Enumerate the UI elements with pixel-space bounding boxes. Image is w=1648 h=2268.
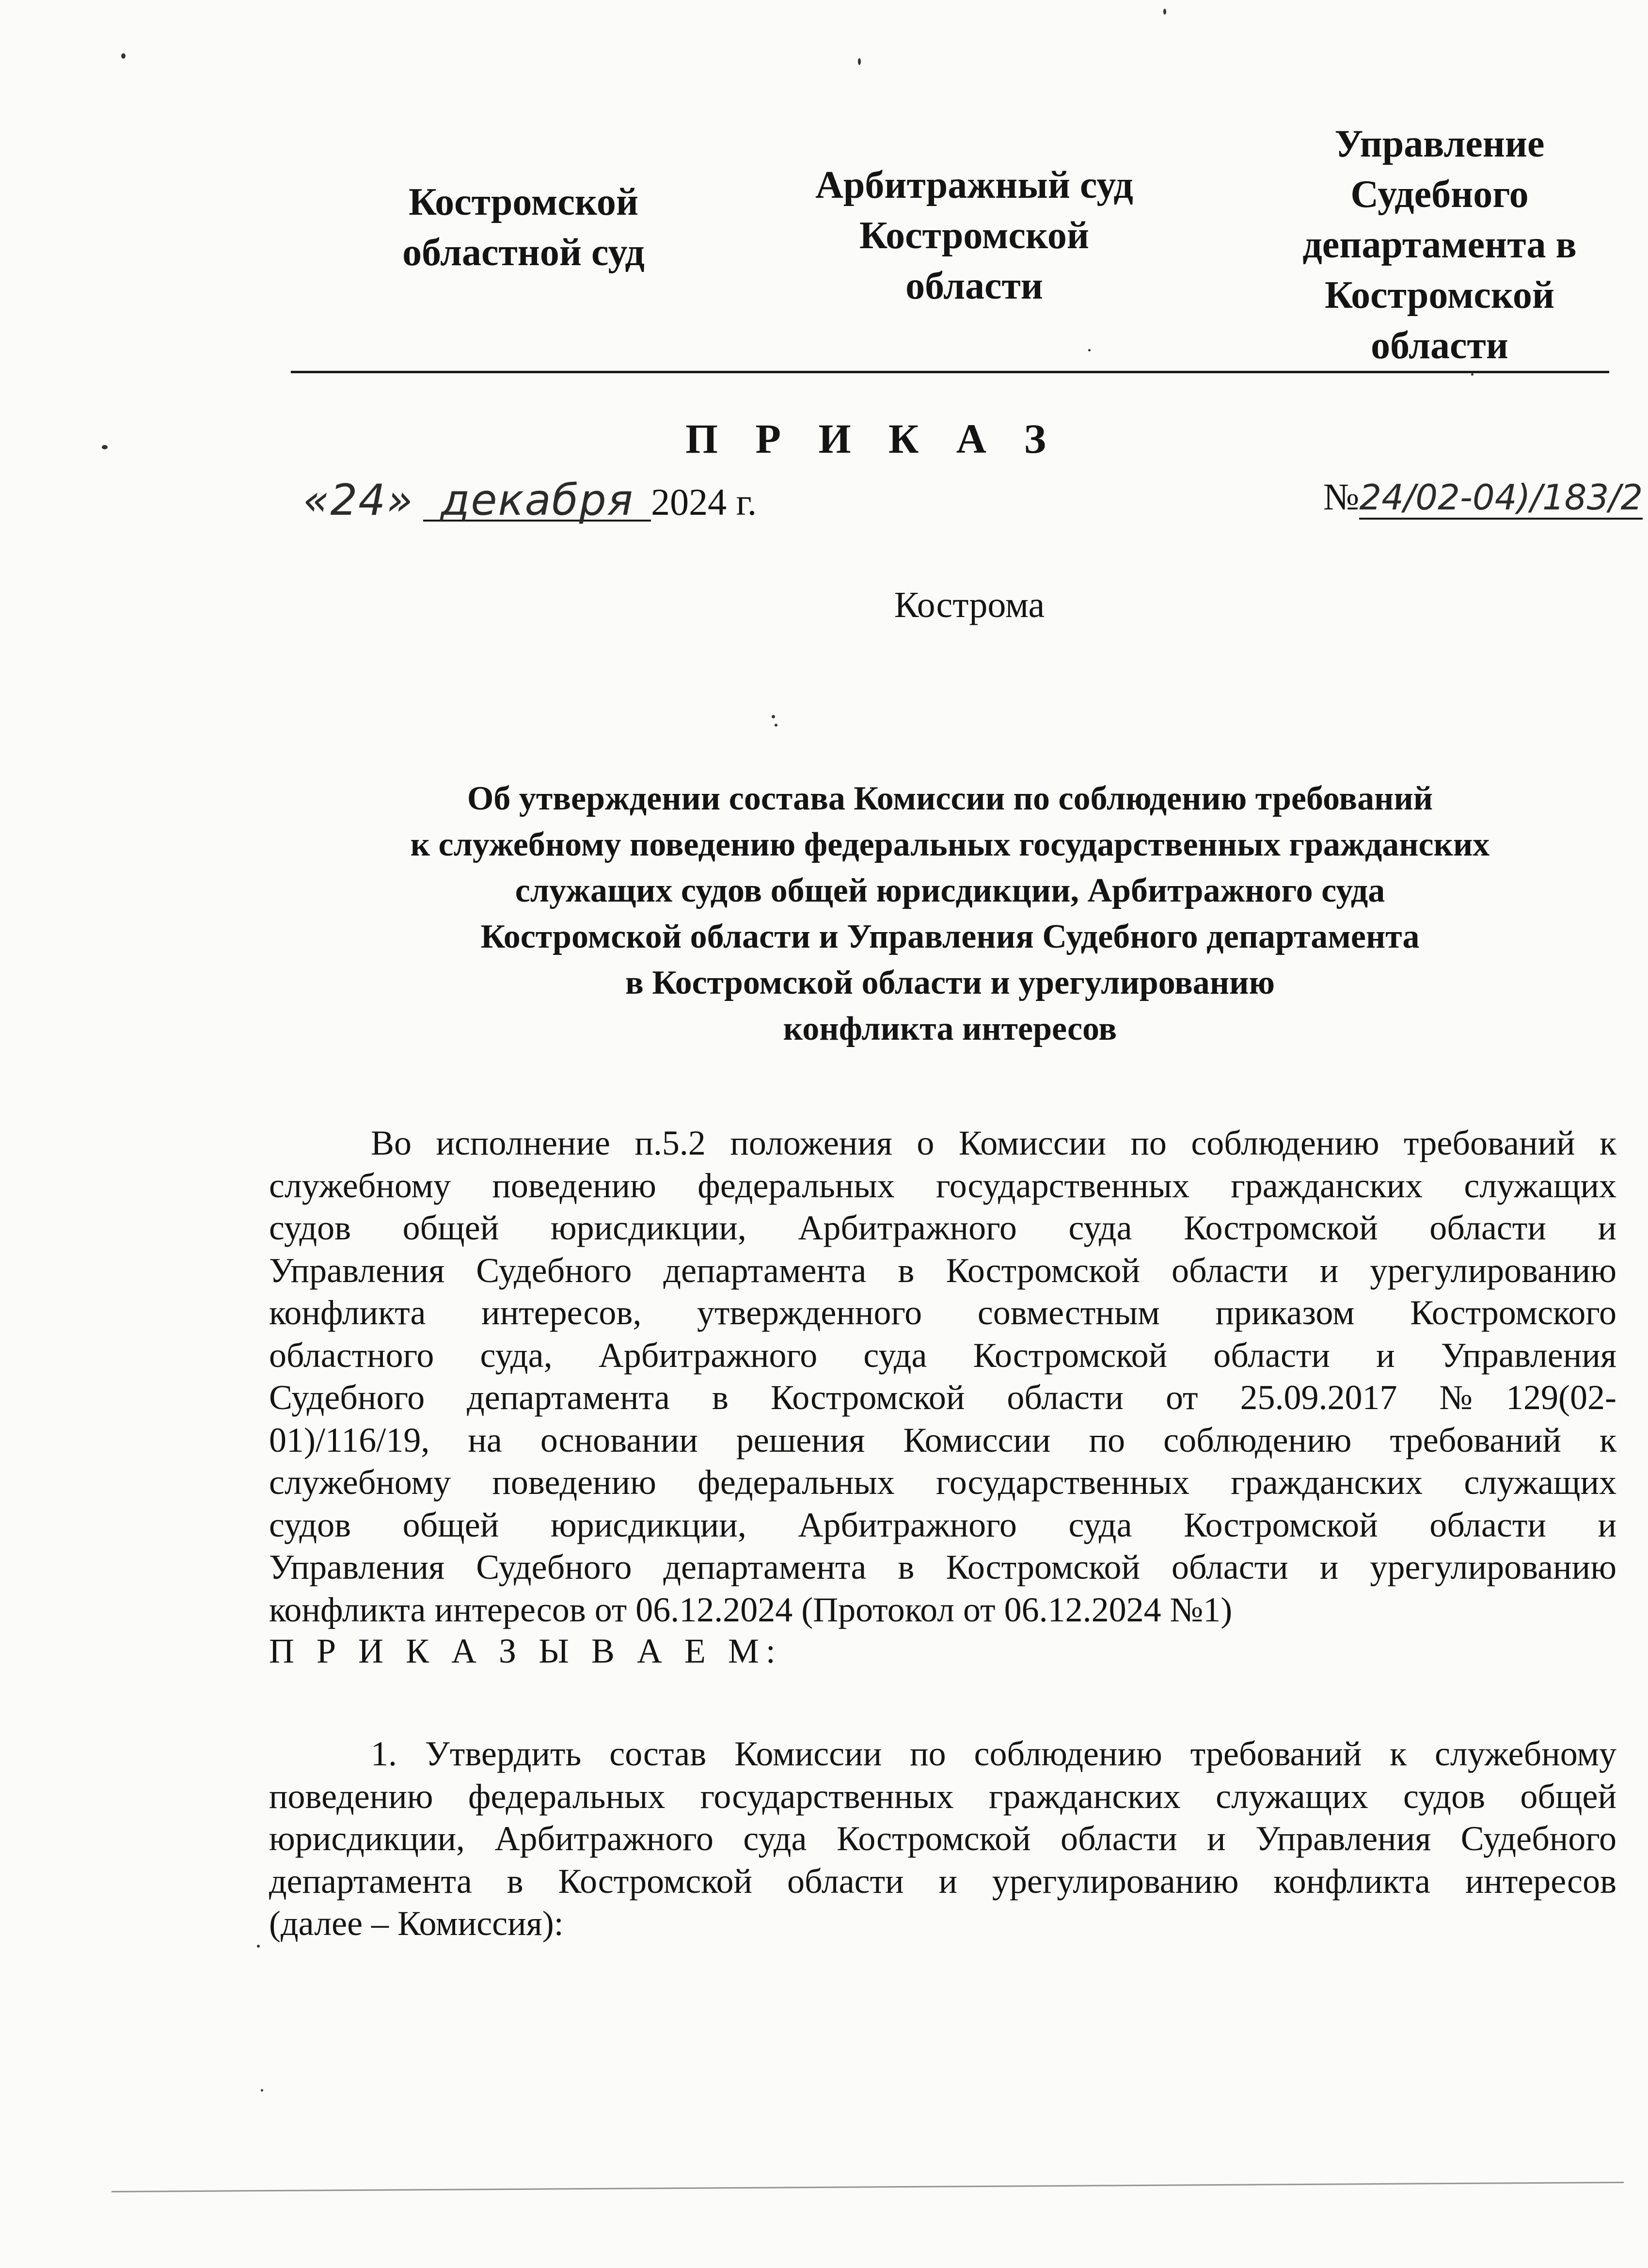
scan-speck [772, 715, 775, 718]
date-month: декабря [423, 481, 651, 522]
scan-speck [1471, 373, 1474, 376]
paragraph-line: областного суда, Арбитражного суда Костромской области и Управления [269, 1335, 1616, 1375]
issuer-line: области [905, 265, 1043, 307]
issuer-line: Судебного [1350, 173, 1529, 216]
scan-speck [775, 724, 777, 727]
issuer-line: областной суд [402, 231, 645, 274]
paragraph-line: 1. Утвердить состав Комиссии по соблюдению требований к служебному [371, 1734, 1616, 1773]
scan-speck [1163, 9, 1166, 15]
order-item-1 [269, 1733, 1616, 1945]
subject-line: служащих судов общей юрисдикции, Арбитражного суда [515, 872, 1385, 909]
header-divider [291, 371, 1609, 373]
number-prefix: № [1323, 476, 1360, 518]
number-value: 24/02-04)/183/2 [1359, 477, 1643, 520]
subject-line: конфликта интересов [783, 1010, 1117, 1047]
issuer-line: департамента в [1302, 223, 1577, 266]
date-day: 24 [330, 475, 387, 525]
issuer-line: области [1371, 324, 1508, 367]
date-year: 2024 г. [651, 481, 757, 523]
scan-speck [102, 445, 108, 449]
document-type-title: П Р И К А З [685, 415, 1060, 462]
paragraph-line: Судебного департамента в Костромской области от 25.09.2017 №129(02- [269, 1378, 1616, 1417]
paragraph-line: служебному поведению федеральных государственных гражданских служащих [269, 1463, 1616, 1502]
issuer-arbitration-court [776, 160, 1173, 311]
issuer-line: Костромской [859, 214, 1089, 257]
paragraph-line: департамента в Костромской области и урегулированию конфликта интересов [269, 1861, 1616, 1901]
scan-speck [1088, 349, 1091, 351]
scan-speck [257, 1945, 260, 1948]
issue-city: Кострома [894, 585, 1045, 625]
paragraph-line: юрисдикции, Арбитражного суда Костромской области и Управления Судебного [269, 1819, 1616, 1858]
paragraph-line: Во исполнение п.5.2 положения о Комиссии по соблюдению требований к [371, 1124, 1616, 1162]
issuer-line: Управление [1334, 123, 1545, 165]
scan-speck [121, 53, 126, 59]
subject-line: в Костромской области и урегулированию [625, 964, 1275, 1001]
scan-speck [858, 58, 861, 65]
order-subject [291, 776, 1609, 1052]
paragraph-line: служебному поведению федеральных государственных гражданских служащих [269, 1166, 1616, 1205]
order-command: П Р И К А З Ы В А Е М: [269, 1632, 782, 1670]
paragraph-line: 01)/116/19, на основании решения Комиссии по соблюдению требований к [269, 1420, 1616, 1459]
issuer-line: Костромской [1325, 274, 1554, 317]
order-number [1323, 475, 1643, 519]
issuer-regional-court [359, 177, 688, 278]
paragraph-line: Управления Судебного департамента в Костромской области и урегулированию [269, 1251, 1616, 1290]
date-quote-open: « [303, 475, 331, 525]
paragraph-line: конфликта интересов, утвержденного совместным приказом Костромского [269, 1293, 1616, 1332]
paragraph-line: Управления Судебного департамента в Костромской области и урегулированию [269, 1548, 1616, 1586]
paragraph-line: судов общей юрисдикции, Арбитражного суда Костромской области и [269, 1505, 1616, 1544]
scan-speck [261, 2089, 263, 2092]
issuer-line: Костромской [409, 181, 638, 223]
issuer-line: Арбитражный суд [815, 164, 1133, 206]
preamble-paragraph [269, 1122, 1616, 1631]
paragraph-line: (далее – Комиссия): [269, 1904, 564, 1943]
date-quote-close: » [386, 475, 414, 525]
order-date [303, 475, 757, 525]
subject-line: Об утверждении состава Комиссии по соблюдению требований [467, 780, 1433, 817]
paragraph-line: поведению федеральных государственных гражданских служащих судов общей [269, 1776, 1616, 1816]
issuer-judicial-department [1255, 119, 1624, 371]
subject-line: к служебному поведению федеральных государственных гражданских [410, 826, 1490, 863]
paragraph-line: судов общей юрисдикции, Арбитражного суда Костромской области и [269, 1208, 1616, 1247]
subject-line: Костромской области и Управления Судебного департамента [480, 918, 1420, 955]
paragraph-line: конфликта интересов от 06.12.2024 (Протокол от 06.12.2024 №1) [269, 1590, 1233, 1629]
scan-page-edge [111, 2182, 1624, 2192]
